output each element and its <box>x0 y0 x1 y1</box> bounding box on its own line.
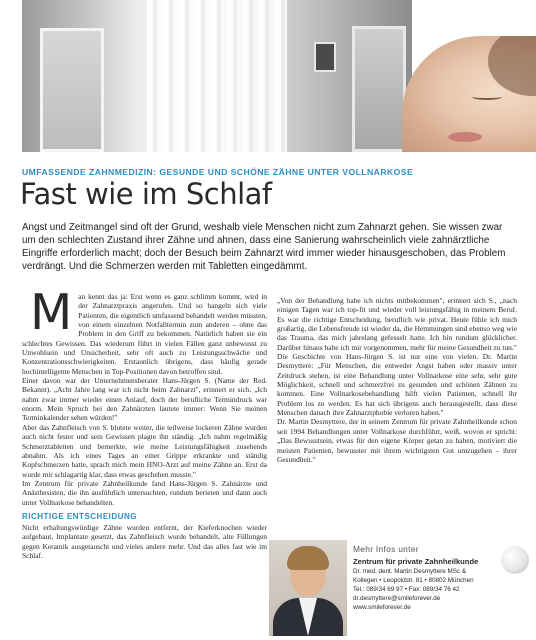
paragraph: Im Zentrum für private Zahnheilkunde fand Hans-Jürgen S. Zahnärzte und Anästhesisten, die ihn ausführlich untersuchten, rundum berieten und dann auch unter Vollnarkose behandelten. <box>22 478 267 507</box>
lips-shape <box>448 132 482 142</box>
contact-info-box <box>269 540 531 636</box>
contact-line: Kollegen • Leopoldstr. 81 • 80802 München <box>353 576 474 584</box>
clinic-name: Zentrum für private Zahnheilkunde <box>353 557 479 566</box>
section-subhead: RICHTIGE ENTSCHEIDUNG <box>22 511 137 521</box>
info-heading: Mehr Infos unter <box>353 544 419 554</box>
room-door-left <box>40 28 104 152</box>
article-headline: Fast wie im Schlaf <box>20 177 272 211</box>
website-link[interactable]: www.smileforever.de <box>353 603 411 611</box>
hero-images <box>22 0 536 152</box>
article-kicker: UMFASSENDE ZAHNMEDIZIN: GESUNDE UND SCHÖNE ZÄHNE UNTER VOLLNARKOSE <box>22 167 414 177</box>
hair-shape <box>287 546 329 570</box>
contact-details <box>353 544 529 613</box>
contact-line: Tel.: 089/34 69 97 • Fax: 089/34 76 42 <box>353 585 460 593</box>
paragraph: „Von der Behandlung habe ich nichts mitbekommen", erinnert sich S., „nach einigen Tagen war ich top-fit und wieder voll leistungsfähig in meinem Beruf. Es war die richtige Entscheidung, beruflich wie privat. Heute fühle ich mich großartig, die Lebensfreude ist wieder da, die Hemmungen sind ebenso weg wie das Trauma, das mich jahrelang gefesselt hatte. Ich bin rundum glücklicher. Darüber hinaus habe ich mir vorgenommen, mehr für meine Gesundheit zu tun." <box>277 296 517 352</box>
sleeping-woman-photo <box>402 36 536 152</box>
paragraph: an kennt das ja: Erst wenn es ganz schlimm kommt, wird in der Zahnarztpraxis angerufen. Und so hangeln sich viele Patienten, die eigentlich umfassend behandelt werden müssten, von einem einzelnen Notfalltermin zum anderen – ohne das Problem in den Griff zu bekommen. Natürlich haben sie ein schlechtes Gewissen. Das wiederum führt in vielen Fällen ganz unbewusst zu Unwohlsein und Unsicherheit, sehr oft auch zu Leistungsschwäche und Konzentrationsschwierigkeiten. Erstaunlich übrigens, dass häufig gerade hochintelligente Menschen in Top-Positionen davon betroffen sind. <box>22 292 267 376</box>
dentist-portrait-photo <box>269 540 347 636</box>
contact-line: Dr. med. dent. Martin Desmyttere MSc & <box>353 568 467 575</box>
paragraph: Die Geschichte von Hans-Jürgen S. ist nur eine von vielen. Dr. Martin Desmyttere: „Für Menschen, die entweder Angst haben oder massiv unter Zeitdruck stehen, ist eine Behandlung unter Vollnarkose eine sehr, sehr gute Möglichkeit, schnell und schmerzfrei zu gesunden und schönen Zähnen zu kommen. Eine Vollnarkosebehandlung hilft vielen Patienten, schnell ihr Problem los zu werden. Es hat sich übrigens auch herausgestellt, dass diese Menschen danach ihre Zahnarztphobie verloren haben." <box>277 352 517 418</box>
email-link[interactable]: dr.desmyttere@smileforever.de <box>353 594 441 602</box>
paragraph: Dr. Martin Desmyttere, der in seinem Zentrum für private Zahnheilkunde schon seit 1994 Behandlungen unter Vollnarkose durchführt, weiß, wovon er spricht: „Das Bewusstsein, etwas für den eigene Körper getan zu haben, motiviert die meisten Patienten, bewusster mit ihrem wichtigsten Gut umzugehen – ihrer Gesundheit." <box>277 417 517 464</box>
article-column-left <box>22 284 267 560</box>
room-door-right <box>352 26 406 152</box>
closed-eye-shape <box>472 94 502 100</box>
clinic-room-photo <box>22 0 412 152</box>
room-curtain <box>147 0 287 152</box>
drop-cap: M <box>30 284 73 341</box>
paragraph: Aber das Zahnfleisch von S. blutete weiter, die teilweise lockeren Zähne wurden auch nicht fester und sein Gewissen plagte ihn ständig. „Ich nahm regelmäßig Schmerztabletten und bemerkte, wie meine Leistungsfähigkeit zusehends abnahm. Als ich eines Tages an einer Grippe erkrankte und ständig Kopfschmerzen hatte, sprach mich mein HNO-Arzt auf meine Zähne an. Erst da wurde mir schlagartig klar, dass etwas geschehen musste." <box>22 422 267 479</box>
room-picture-frame <box>314 42 336 72</box>
paragraph: Nicht erhaltungswürdige Zähne wurden entfernt, der Kieferknochen wieder aufgebaut, Implantate gesetzt, das Zahnfleisch wurde behandelt, alte Füllungen gegen Keramik ausgetauscht und vieles andere mehr. Und das alles fast wie im Schlaf. <box>22 522 267 560</box>
paragraph: Einer davon war der Unternehmensberater Hans-Jürgen S. (Name der Red. Bekannt). „Acht Jahre lang war ich nicht beim Zahnarzt", erinnert er sich. „Ich nahm zwar immer wieder einen Anlauf, doch der berufliche Termindruck war enorm. Mein Spruch bei den Zahnärzten lautete immer: Wenn Sie meinen Terminkalender sehen würden!" <box>22 376 267 423</box>
article-column-right <box>277 296 517 464</box>
article-lead: Angst und Zeitmangel sind oft der Grund, weshalb viele Menschen nicht zum Zahnarzt gehen. Sie wissen zwar um den schlechten Zustand ihrer Zähne und ahnen, dass eine Sanierung wahrscheinlich viele zahnärztliche Eingriffe erforderlich macht; doch der Besuch beim Zahnarzt wird immer wieder hinausgeschoben, das Problem verdrängt. Und die Schmerzen werden mit Tabletten eingedämmt. <box>22 222 506 272</box>
hair-shape <box>488 36 536 96</box>
